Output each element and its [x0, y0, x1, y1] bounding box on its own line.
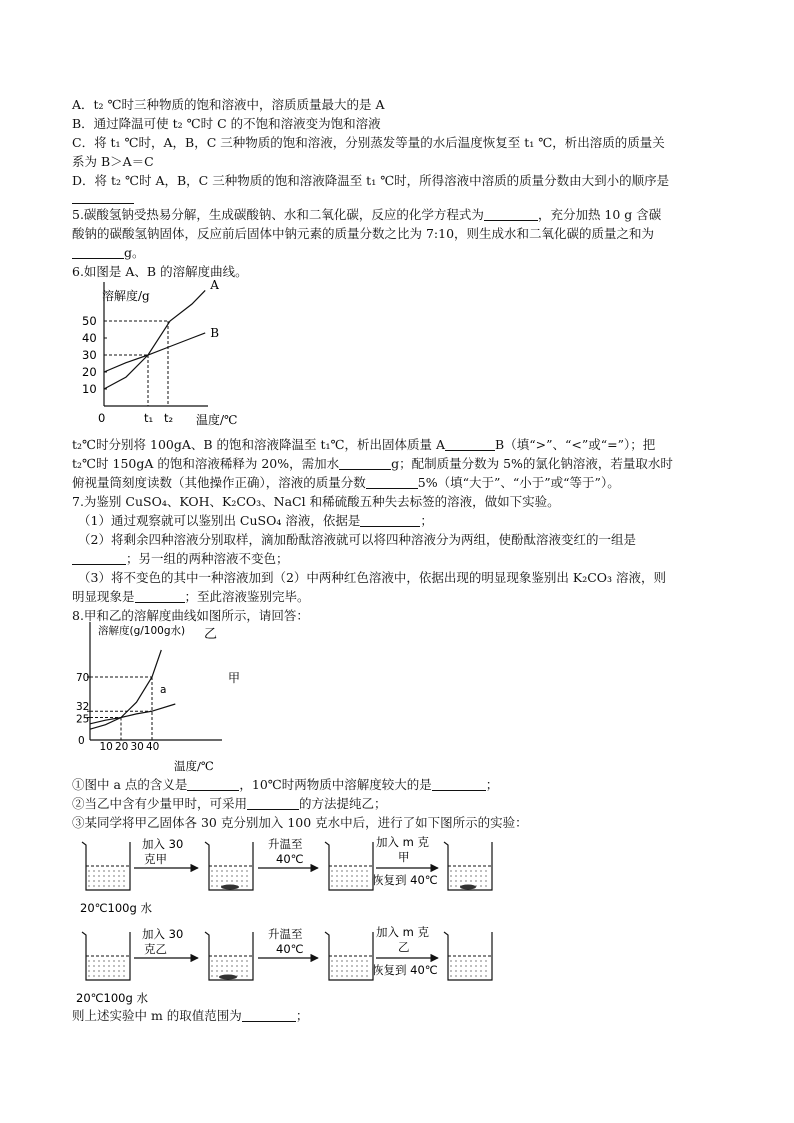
start-condition-label: 20℃100g 水 — [80, 901, 152, 915]
series-B-line — [104, 333, 205, 372]
step-label: 乙 — [398, 940, 410, 954]
experiment-row-2 — [76, 925, 492, 1005]
x-tick-label: t₂ — [164, 411, 174, 425]
beaker-2 — [205, 842, 253, 890]
y-tick-label: 32 — [76, 701, 90, 714]
option-c: C．将 t₁ ℃时，A，B，C 三种物质的饱和溶液，分别蒸发等量的水后温度恢复至 t₁ ℃，析出溶质的质量关 — [72, 135, 665, 150]
x-tick-label: 20 — [115, 741, 129, 753]
question-6-line3: 俯视量筒刻度读数（其他操作正确），溶液的质量分数 5%（填“大于”、“小于”或“等于”）。 — [72, 475, 620, 490]
option-c-cont: 系为 B＞A＝C — [72, 154, 154, 169]
x-tick-label: 30 — [130, 741, 144, 753]
undissolved-solid — [219, 975, 237, 980]
question-5-line2: 酸钠的碳酸氢钠固体，反应前后固体中钠元素的质量分数之比为 7:10，则生成水和二氧化碳的质量之和为 — [72, 226, 655, 241]
step-label: 加入 m 克 — [376, 925, 430, 939]
series-A-line — [104, 290, 205, 389]
series-label: B — [210, 325, 220, 340]
question-8-title: 8.甲和乙的溶解度曲线如图所示，请回答： — [72, 608, 309, 623]
experiment-diagram — [72, 832, 512, 1012]
y-tick-label: 10 — [82, 382, 97, 396]
question-6-line1: t₂℃时分别将 100gA、B 的饱和溶液降温至 t₁℃，析出固体质量 A B（填“>”、“<”或“=”）；把 — [72, 437, 656, 452]
answer-blank — [135, 590, 185, 603]
question-7-title: 7.为鉴别 CuSO₄、KOH、K₂CO₃、NaCl 和稀硫酸五种失去标签的溶液，做如下实验。 — [72, 494, 560, 509]
start-condition-label: 20℃100g 水 — [76, 991, 148, 1005]
x-tick-label: t₁ — [144, 411, 154, 425]
series-label: 乙 — [204, 627, 218, 642]
x-axis-label: 温度/℃ — [174, 759, 214, 773]
y-tick-label: 70 — [76, 672, 90, 684]
question-7-part2: （2）将剩余四种溶液分别取样，滴加酚酞溶液就可以将四种溶液分为两组，使酚酞溶液变红的一组是 — [78, 532, 636, 547]
step-label: 升温至 — [268, 837, 303, 851]
option-a: A．t₂ ℃时三种物质的饱和溶液中，溶质质量最大的是 A — [72, 97, 385, 112]
step-label: 克乙 — [144, 942, 167, 956]
x-tick-label: 10 — [99, 741, 113, 753]
question-5-line3: g。 — [72, 245, 145, 261]
solubility-chart-2 — [76, 618, 248, 776]
y-tick-label: 20 — [82, 365, 97, 379]
y-tick-label: 30 — [82, 348, 97, 362]
question-7-part3-cont: 明显现象是 ；至此溶液鉴别完毕。 — [72, 589, 310, 604]
y-tick-label: 50 — [82, 314, 97, 328]
question-7-part2-cont: ；另一组的两种溶液不变色； — [72, 551, 289, 567]
beaker-3 — [325, 842, 373, 890]
beaker-2 — [205, 932, 253, 980]
question-8-part3: ③某同学将甲乙固体各 30 克分别加入 100 克水中后，进行了如下图所示的实验： — [72, 815, 528, 830]
beaker-3 — [325, 932, 373, 980]
step-label: 加入 30 — [142, 837, 184, 851]
x-tick-label: 0 — [98, 411, 106, 425]
step-label: 克甲 — [144, 852, 167, 866]
question-6-title: 6.如图是 A、B 的溶解度曲线。 — [72, 264, 248, 279]
question-8-part4: 则上述实验中 m 的取值范围为 ； — [72, 1008, 309, 1023]
solubility-chart-1 — [80, 276, 250, 432]
question-7-part3: （3）将不变色的其中一种溶液加到（2）中两种红色溶液中，依据出现的明显现象鉴别出 K₂CO₃ 溶液，则 — [78, 570, 667, 585]
option-b: B．通过降温可使 t₂ ℃时 C 的不饱和溶液变为饱和溶液 — [72, 116, 381, 131]
answer-blank — [72, 203, 134, 204]
beaker-4 — [444, 842, 492, 890]
answer-blank — [339, 457, 391, 470]
answer-blank — [445, 438, 495, 451]
experiment-row-1 — [80, 835, 492, 915]
y-axis-label: 溶解度(g/100g水) — [98, 625, 186, 637]
x-tick-label: 0 — [78, 735, 85, 747]
x-tick-label: 40 — [146, 741, 160, 753]
undissolved-solid — [221, 885, 239, 890]
answer-blank — [72, 552, 126, 565]
step-label: 加入 30 — [142, 927, 184, 941]
answer-blank — [484, 208, 538, 221]
answer-blank — [366, 476, 418, 489]
option-d: D．将 t₂ ℃时 A，B，C 三种物质的饱和溶液降温至 t₁ ℃时，所得溶液中溶质的质量分数由大到小的顺序是 — [72, 173, 670, 188]
answer-blank — [72, 246, 124, 259]
question-8-part2: ②当乙中含有少量甲时，可采用 的方法提纯乙； — [72, 796, 387, 811]
step-label: 恢复到 40℃ — [372, 963, 438, 977]
y-axis-label: 溶解度/g — [102, 289, 150, 303]
step-label: 加入 m 克 — [376, 835, 430, 849]
series-label: A — [210, 278, 219, 292]
question-6-line2: t₂℃时 150gA 的饱和溶液稀释为 20%，需加水 g；配制质量分数为 5%的氯化钠溶液，若量取水时 — [72, 456, 673, 471]
answer-blank — [247, 797, 299, 810]
series-甲-line — [90, 704, 175, 724]
y-tick-label: 40 — [82, 331, 97, 345]
point-a-label: a — [160, 684, 167, 697]
question-7-part1: （1）通过观察就可以鉴别出 CuSO₄ 溶液，依据是 ； — [78, 513, 433, 528]
step-label: 恢复到 40℃ — [372, 873, 438, 887]
question-5-line1: 5.碳酸氢钠受热易分解，生成碳酸钠、水和二氧化碳，反应的化学方程式为 ，充分加热 10 g 含碳 — [72, 207, 662, 222]
answer-blank — [360, 514, 420, 527]
question-8-part1: ①图中 a 点的含义是 ，10℃时两物质中溶解度较大的是 ； — [72, 777, 499, 792]
x-axis-label: 温度/℃ — [196, 413, 238, 427]
step-label: 甲 — [398, 850, 410, 864]
y-tick-label: 25 — [76, 713, 90, 726]
answer-blank — [432, 778, 486, 791]
step-label: 40℃ — [276, 942, 304, 956]
undissolved-solid — [460, 885, 476, 890]
series-label: 甲 — [228, 671, 241, 685]
beaker-1 — [82, 932, 130, 980]
step-label: 升温至 — [268, 927, 303, 941]
answer-blank — [187, 778, 239, 791]
answer-blank — [242, 1009, 296, 1022]
beaker-1 — [82, 842, 130, 890]
step-label: 40℃ — [276, 852, 304, 866]
beaker-4 — [444, 932, 492, 980]
